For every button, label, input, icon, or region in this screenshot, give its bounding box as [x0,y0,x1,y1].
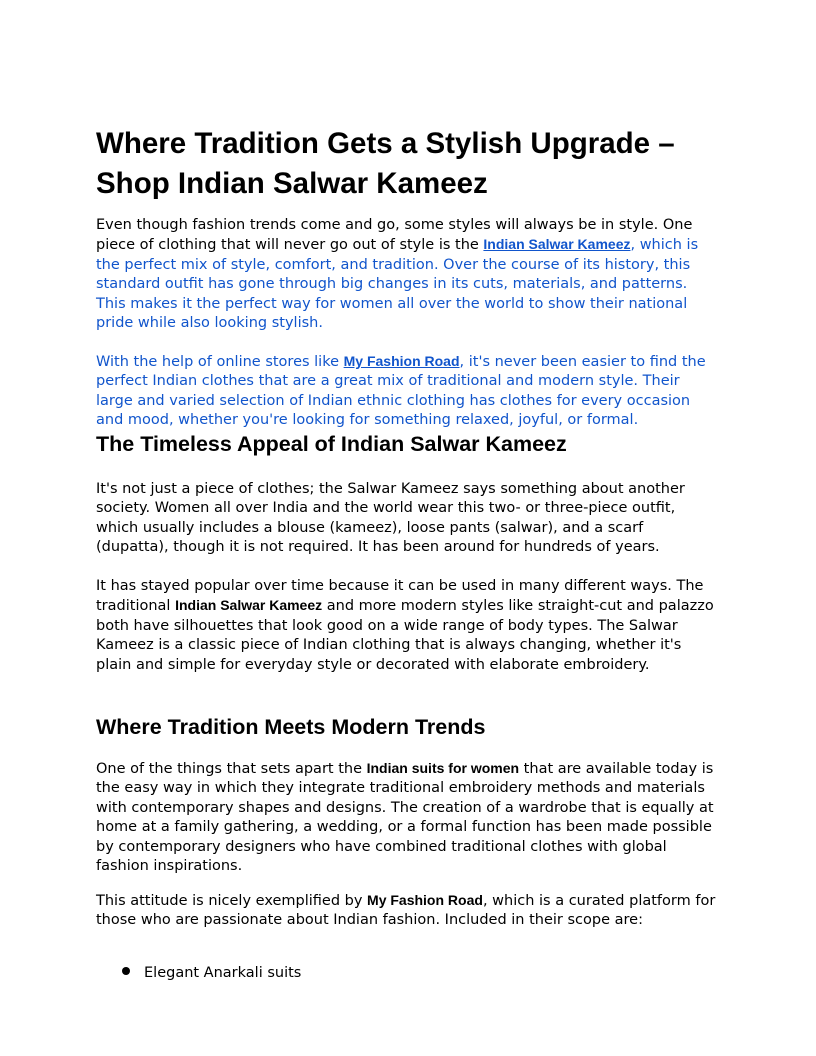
modern-paragraph-2 [96,891,720,931]
intro-text-2: With the help of online stores like [96,354,344,370]
page-title: Where Tradition Gets a Stylish Upgrade – Shop Indian Salwar Kameez [96,127,675,200]
timeless-paragraph-1: It's not just a piece of clothes; the Salwar Kameez says something about another society. Women all over India and the world wear this two- or three-piece outfit, which usually includes a blouse (kameez), loose pants (salwar), and a scarf (dupatta), though it is not required. It has been around for hundreds of years. [96,481,685,556]
intro-paragraph-1 [96,216,720,333]
section-heading-modern-trends: Where Tradition Meets Modern Trends [96,715,486,739]
timeless-text-2-continued: and more modern styles like straight-cut and palazzo both have silhouettes that look good on a wide range of body types. The Salwar Kameez is a classic piece of Indian clothing that is always changing, whether it's plain and simple for everyday style or decorated with elaborate embroidery. [96,598,714,673]
my-fashion-road-link[interactable]: My Fashion Road [343,353,460,369]
intro-text-2-continued: , it's never been easier to find the perfect Indian clothes that are a great mix of traditional and modern style. Their large and varied selection of Indian ethnic clothing has clothes for every occasion and mood, whether you're looking for something relaxed, joyful, or formal. [96,354,706,429]
modern-text-2-continued: , which is a curated platform for those who are passionate about Indian fashion. Included in their scope are: [96,893,716,929]
intro-paragraph-2 [96,352,720,431]
intro-text-1: Even though fashion trends come and go, some styles will always be in style. One piece of clothing that will never go out of style is the [96,217,693,254]
modern-bold-term: Indian suits for women [366,760,520,776]
bullet-icon [122,967,130,975]
modern-paragraph-1 [96,759,720,876]
modern-text-1-continued: that are available today is the easy way in which they integrate traditional embroidery methods and materials with contemporary shapes and designs. The creation of a wardrobe that is equally at home at a family gathering, a wedding, or a formal function has been made possible by contemporary designers who have combined traditional clothes with global fashion inspirations. [96,761,714,875]
modern-bold-brand: My Fashion Road [367,892,483,908]
timeless-bold-term: Indian Salwar Kameez [175,597,323,614]
modern-text-1: One of the things that sets apart the [96,761,367,777]
indian-salwar-kameez-link[interactable]: Indian Salwar Kameez [483,236,631,253]
timeless-text-2: It has stayed popular over time because it can be used in many different ways. The traditional [96,578,704,615]
list-item: Elegant Anarkali suits [144,965,302,981]
timeless-paragraph-2 [96,577,720,675]
intro-text-1-continued: , which is the perfect mix of style, comfort, and tradition. Over the course of its history, this standard outfit has gone through big changes in its cuts, materials, and patterns. This makes it the perfect way for women all over the world to show their national pride while also looking stylish. [96,237,699,332]
section-heading-timeless-appeal: The Timeless Appeal of Indian Salwar Kameez [96,432,567,456]
modern-text-2: This attitude is nicely exemplified by [96,893,368,909]
